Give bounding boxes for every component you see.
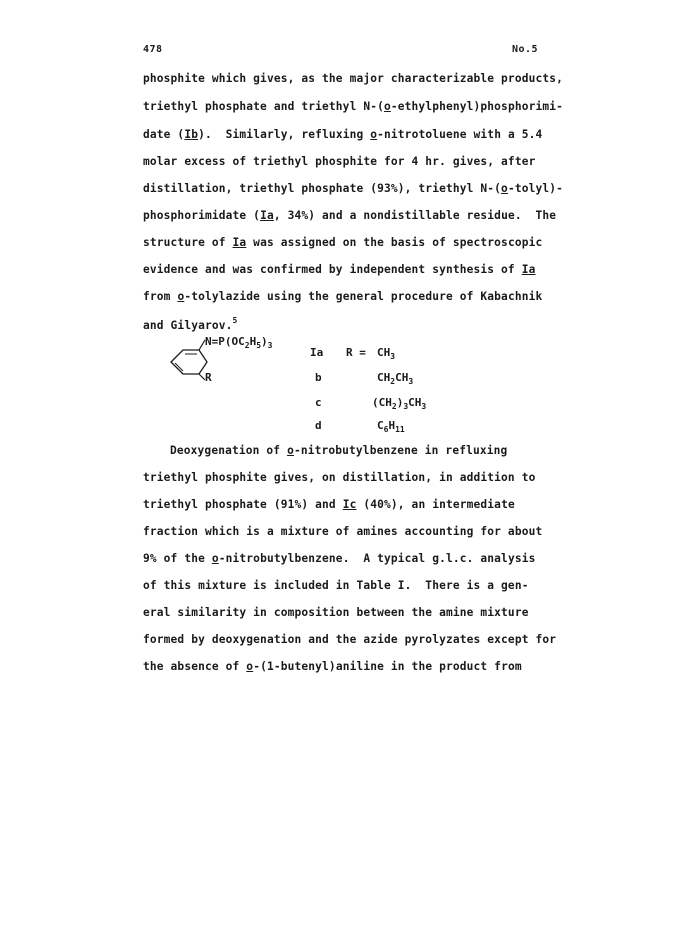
compound-r-equals: R = bbox=[346, 346, 366, 359]
para1-line-8: evidence and was confirmed by independent synthesis of Ia bbox=[143, 263, 536, 276]
compound-label-a: Ia bbox=[310, 346, 324, 359]
para1-line-5: distillation, triethyl phosphate (93%), triethyl N-(o-tolyl)- bbox=[143, 182, 564, 195]
para2-line-8: formed by deoxygenation and the azide pyrolyzates except for bbox=[143, 633, 557, 646]
para2-line-2: triethyl phosphite gives, on distillation, in addition to bbox=[143, 471, 536, 484]
para2-line-5: 9% of the o-nitrobutylbenzene. A typical g.l.c. analysis bbox=[143, 552, 536, 565]
para1-line-3: date (Ib). Similarly, refluxing o-nitrotoluene with a 5.4 bbox=[143, 128, 543, 141]
para1-line-4: molar excess of triethyl phosphite for 4 hr. gives, after bbox=[143, 155, 536, 168]
para2-line-9: the absence of o-(1-butenyl)aniline in the product from bbox=[143, 660, 522, 673]
para2-line-3: triethyl phosphate (91%) and Ic (40%), an intermediate bbox=[143, 498, 515, 511]
para1-line-7: structure of Ia was assigned on the basis of spectroscopic bbox=[143, 236, 543, 249]
compound-a-formula: $CH_3$ bbox=[377, 346, 396, 361]
compound-label-d: d bbox=[315, 419, 322, 432]
para2-line-1: Deoxygenation of o-nitrobutylbenzene in refluxing bbox=[170, 444, 508, 457]
para1-line-1: phosphite which gives, as the major characterizable products, bbox=[143, 72, 564, 85]
para1-line-6: phosphorimidate (Ia, 34%) and a nondistillable residue. The bbox=[143, 209, 557, 222]
para1-line-10: and Gilyarov.$^5$ bbox=[143, 316, 238, 332]
page-number: 478 bbox=[143, 44, 163, 55]
compound-label-b: b bbox=[315, 371, 322, 384]
para1-line-2: triethyl phosphate and triethyl N-(o-ethylphenyl)phosphorimi- bbox=[143, 100, 564, 113]
para2-line-4: fraction which is a mixture of amines accounting for about bbox=[143, 525, 543, 538]
compound-b-formula: $CH_2CH_3$ bbox=[377, 371, 414, 386]
compound-d-formula: $C_6H_{11}$ bbox=[377, 419, 405, 434]
compound-label-c: c bbox=[315, 396, 322, 409]
structure-substituent-r: R bbox=[205, 371, 212, 384]
issue-number: No.5 bbox=[512, 44, 539, 55]
para1-line-9: from o-tolylazide using the general procedure of Kabachnik bbox=[143, 290, 543, 303]
para2-line-6: of this mixture is included in Table I. There is a gen- bbox=[143, 579, 529, 592]
para2-line-7: eral similarity in composition between the amine mixture bbox=[143, 606, 529, 619]
structure-substituent-top: $N=P(OC_2H_5)_3$ bbox=[205, 335, 273, 350]
compound-c-formula: $(CH_2)_3CH_3$ bbox=[372, 396, 427, 411]
